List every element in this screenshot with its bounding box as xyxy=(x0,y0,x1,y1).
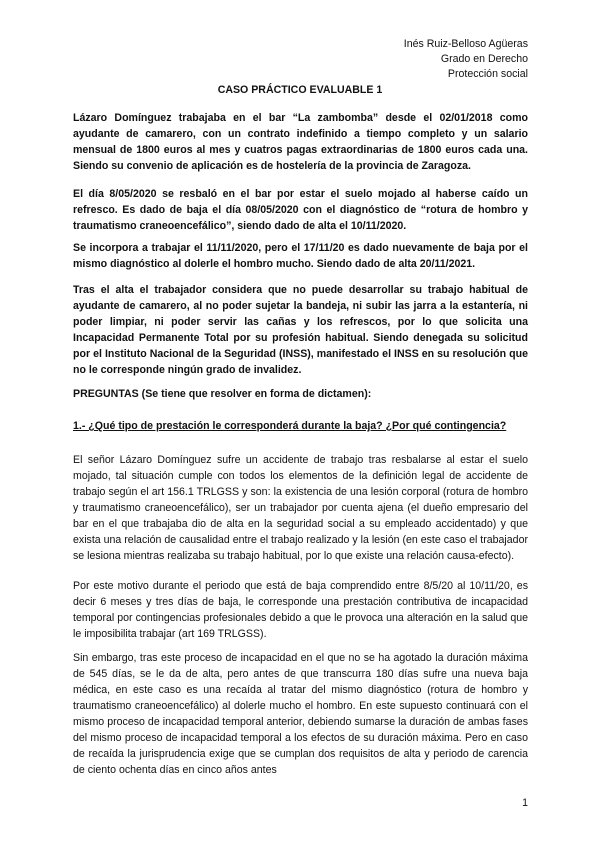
questions-heading xyxy=(73,386,528,402)
answer-paragraph-3 xyxy=(73,650,528,778)
question-1 xyxy=(73,418,528,434)
answer-text-2: Por este motivo durante el periodo que está de baja comprendido entre 8/5/20 al 10/11/20, es decir 6 meses y tres días de baja, le corresponde una prestación contributiva de incapacidad temporal por contingencias profesionales debido a que le provoca una alteración en la salud que le imposibilita trabajar (art 169 TRLGSS). xyxy=(73,580,528,640)
case-paragraph-1: Lázaro Domínguez trabajaba en el bar “La zambomba” desde el 02/01/2018 como ayudante de camarero, con un contrato indefinido a tiempo completo y un salario mensual de 1800 euros al mes y cuatros pagas extraordinarias de 1800 euros cada una. Siendo su convenio de aplicación es de hostelería de la provincia de Zaragoza. xyxy=(73,112,528,172)
page-title: CASO PRÁCTICO EVALUABLE 1 xyxy=(217,84,383,96)
paragraph-disability xyxy=(73,282,528,378)
answer-paragraph-1 xyxy=(73,452,528,564)
paragraph-relapse xyxy=(73,240,528,272)
paragraph-accident xyxy=(73,186,528,234)
author-name: Inés Ruiz-Belloso Agüeras xyxy=(403,38,528,50)
paragraph-case-intro xyxy=(73,110,528,174)
page-number: 1 xyxy=(522,797,528,809)
answer-text-3: Sin embargo, tras este proceso de incapacidad en el que no se ha agotado la duración máxima de 545 días, se le da de alta, pero antes de que transcurra 180 días sufre una nueva baja médica, en este caso es una recaída al tratar del mismo diagnóstico (rotura de hombro y traumatismo craneoencefálico) al dolerle mucho el hombro. En este supuesto continuará con el mismo proceso de incapacidad temporal anterior, debiendo sumarse la duración de ambas fases del mismo proceso de incapacidad temporal a los efectos de su duración máxima. Pero en caso de recaída la jurisprudencia exige que se cumplan dos requisitos de alta y periodo de carencia de ciento ochenta días en cinco años antes xyxy=(73,652,528,776)
question-1-text: 1.- ¿Qué tipo de prestación le corresponderá durante la baja? ¿Por qué contingencia? xyxy=(73,420,507,432)
degree-name: Grado en Derecho xyxy=(440,53,528,65)
case-paragraph-4: Tras el alta el trabajador considera que no puede desarrollar su trabajo habitual de ayudante de camarero, al no poder sujetar la bandeja, ni subir las jarra a la estantería, ni poder limpiar, ni poder servir las cañas y los refrescos, por lo que solicita una Incapacidad Permanente Total por su profesión habitual. Siendo denegada su solicitud por el Instituto Nacional de la Seguridad (INSS), manifestado el INSS en su resolución que no le corresponde ningún grado de invalidez. xyxy=(73,284,528,376)
case-paragraph-3: Se incorpora a trabajar el 11/11/2020, pero el 17/11/20 es dado nuevamente de baja por el mismo diagnóstico al dolerle el hombro mucho. Siendo dado de alta 20/11/2021. xyxy=(73,242,528,270)
questions-title: PREGUNTAS (Se tiene que resolver en forma de dictamen): xyxy=(73,388,372,400)
subject-name: Protección social xyxy=(447,68,528,80)
answer-paragraph-2 xyxy=(73,578,528,642)
answer-text-1: El señor Lázaro Domínguez sufre un accidente de trabajo tras resbalarse al estar el suelo mojado, tal situación cumple con todos los elementos de la definición legal de accidente de trabajo según el art 156.1 TRLGSS y son: la existencia de una lesión corporal (rotura de hombro y traumatismo craneoencefálico), ser un trabajador por cuenta ajena (el dueño empresario del bar en el que trabajaba dio de alta en la seguridad social a su empleado accidentado) y que exista una relación de causalidad entre el trabajo realizado y la lesión (en este caso el trabajador se lesiona mientras realizaba su trabajo habitual, por lo que existe una relación causa-efecto). xyxy=(73,454,528,562)
header-block xyxy=(404,37,528,82)
case-paragraph-2: El día 8/05/2020 se resbaló en el bar por estar el suelo mojado al haberse caído un refresco. Es dado de baja el día 08/05/2020 con el diagnóstico de “rotura de hombro y traumatismo craneoencefálico”, siendo dado de alta el 10/11/2020. xyxy=(73,188,528,232)
